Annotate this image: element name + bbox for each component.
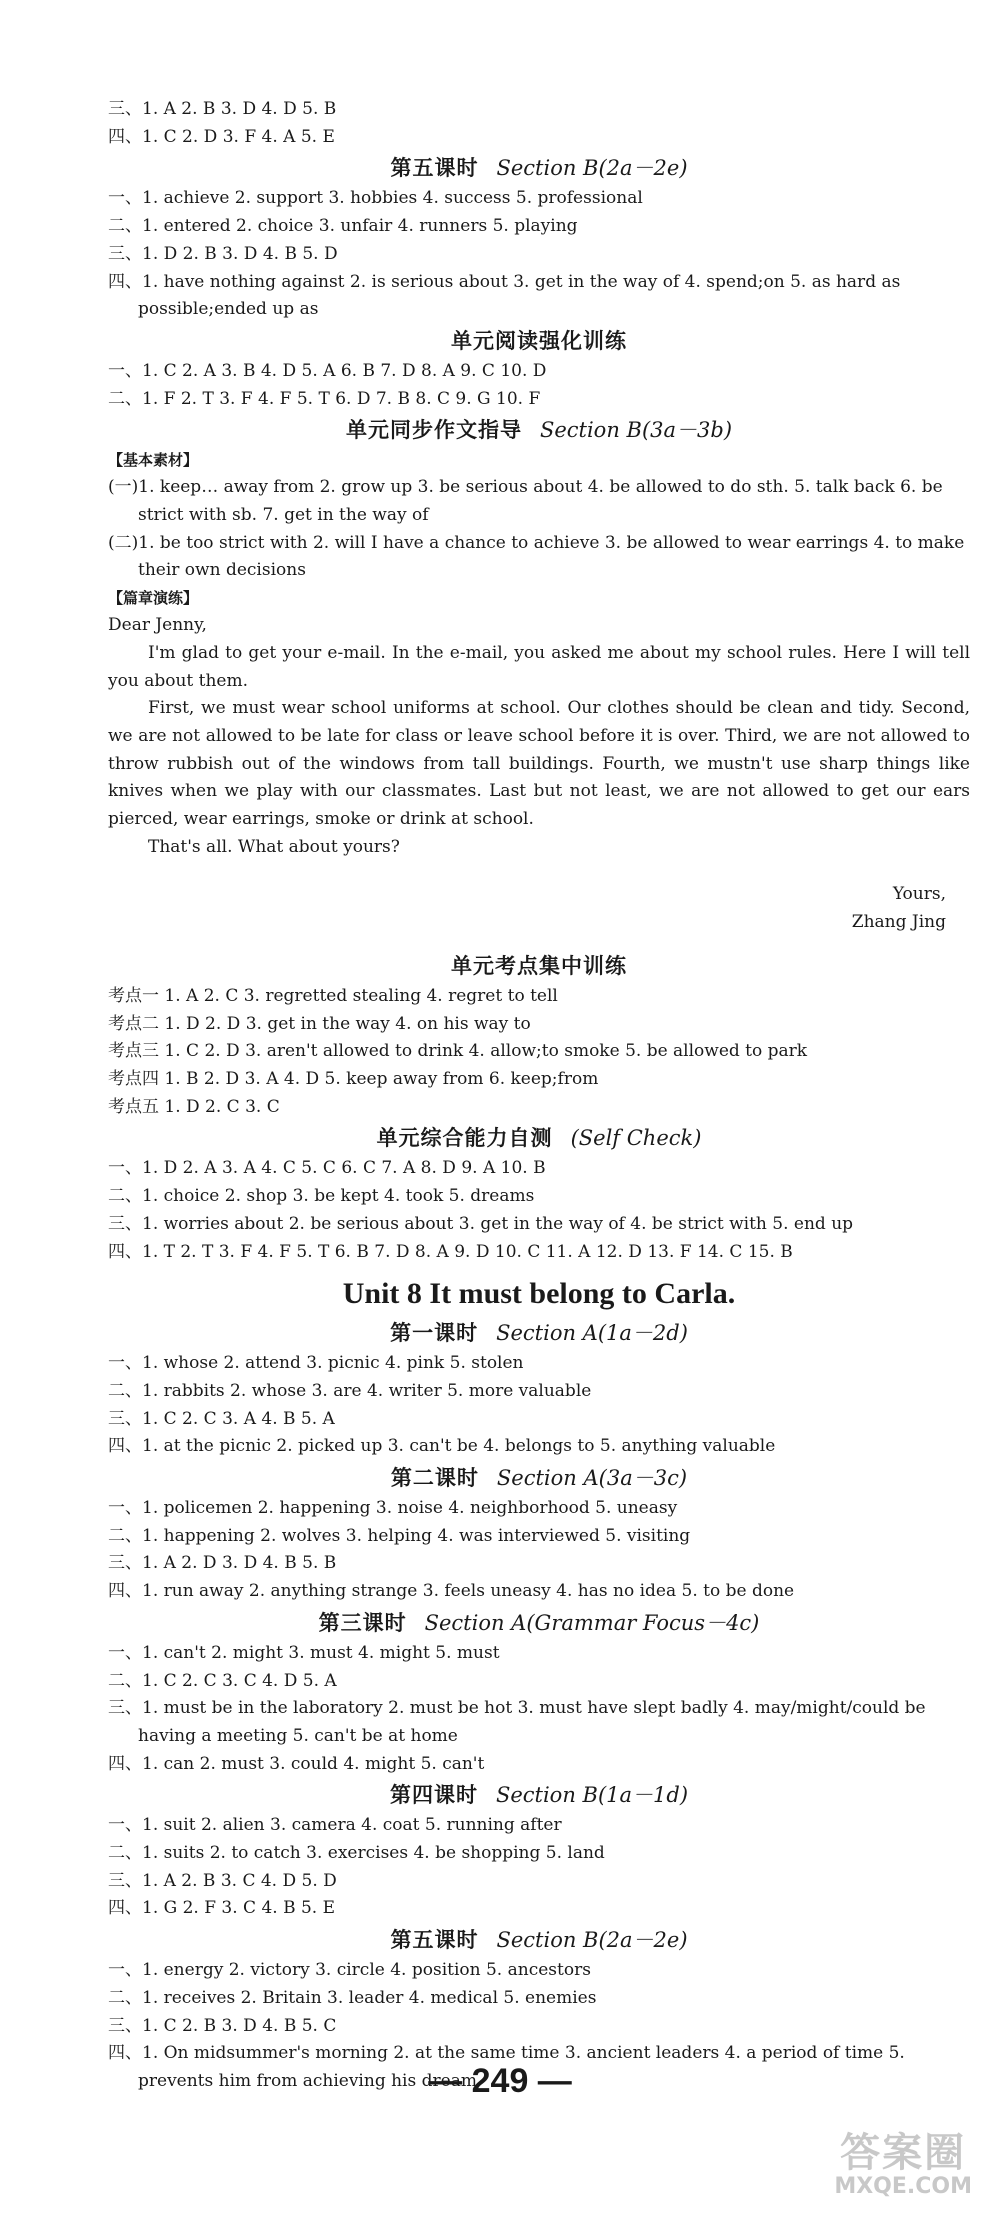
answer-line: 二、1. choice 2. shop 3. be kept 4. took 5. dreams <box>108 1186 535 1207</box>
lesson-title: 第一课时 <box>390 1320 479 1346</box>
essay-tag: 【篇章演练】 <box>108 589 199 608</box>
answer-line: 三、1. A 2. B 3. D 4. D 5. B <box>108 99 337 119</box>
answer-line: 二、1. rabbits 2. whose 3. are 4. writer 5. more valuable <box>108 1380 592 1401</box>
lesson-section: Section A(1a－2d) <box>496 1321 688 1346</box>
answer-line: 二、1. F 2. T 3. F 4. F 5. T 6. D 7. B 8. C 9. G 10. F <box>108 388 541 409</box>
lesson-section: Section B(1a－1d) <box>495 1783 689 1808</box>
answer-line: 考点一 1. A 2. C 3. regretted stealing 4. regret to tell <box>108 985 558 1006</box>
answer-line: 四、1. G 2. F 3. C 4. B 5. E <box>108 1898 336 1919</box>
u8-lesson-1-block <box>108 1316 970 1461</box>
basic-material-tag: 【基本素材】 <box>108 451 199 470</box>
lesson-title: 第三课时 <box>318 1609 407 1635</box>
lesson-section: Section A(3a－3c) <box>496 1466 688 1491</box>
writing-section: Section B(3a－3b) <box>539 418 733 443</box>
u8-lesson-3-block <box>108 1606 970 1779</box>
answer-line: 二、1. C 2. C 3. C 4. D 5. A <box>108 1670 337 1691</box>
answer-line: 三、1. worries about 2. be serious about 3. get in the way of 4. be strict with 5. end up <box>108 1213 854 1234</box>
answer-line: 考点二 1. D 2. D 3. get in the way 4. on his way to <box>108 1013 531 1034</box>
answer-line: 四、1. C 2. D 3. F 4. A 5. E <box>108 126 335 147</box>
letter-paragraph: First, we must wear school uniforms at school. Our clothes should be clean and tidy. Second, we are not allowed to be late for class or leave school before it is over. Third, we are not allowed to throw rubbish out of the windows from tall buildings. Fourth, we mustn't use sharp things like knives when we play with our classmates. Last but not least, we are not allowed to get our ears pierced, wear earrings, smoke or drink at school. <box>108 698 970 830</box>
answer-line: 四、1. at the picnic 2. picked up 3. can't be 4. belongs to 5. anything valuable <box>108 1436 776 1457</box>
lesson-heading <box>108 1316 970 1350</box>
watermark-text: 答案圈 <box>840 2130 967 2176</box>
answer-line: 二、1. happening 2. wolves 3. helping 4. was interviewed 5. visiting <box>108 1525 691 1546</box>
answer-line: 二、1. entered 2. choice 3. unfair 4. runners 5. playing <box>108 216 578 237</box>
answer-line: 一、1. whose 2. attend 3. picnic 4. pink 5. stolen <box>108 1353 524 1374</box>
letter-signature: Zhang Jing <box>851 912 946 933</box>
points-heading: 单元考点集中训练 <box>451 952 627 978</box>
answer-line: 三、1. C 2. B 3. D 4. B 5. C <box>108 2015 337 2036</box>
answer-line: 一、1. energy 2. victory 3. circle 4. position 5. ancestors <box>108 1960 591 1981</box>
answer-line: 一、1. achieve 2. support 3. hobbies 4. success 5. professional <box>108 188 643 209</box>
page-number: — 249 — <box>428 2062 572 2100</box>
lesson-heading <box>108 1923 970 1957</box>
lesson-5-block <box>108 151 970 324</box>
letter-greeting: Dear Jenny, <box>108 615 207 636</box>
answer-line: 考点五 1. D 2. C 3. C <box>108 1096 280 1117</box>
lesson-heading <box>108 151 970 185</box>
watermark-logo <box>834 2131 972 2199</box>
answer-line: 四、1. T 2. T 3. F 4. F 5. T 6. B 7. D 8. A 9. D 10. C 11. A 12. D 13. F 14. C 15. B <box>108 1241 793 1262</box>
lesson-section: Section B(2a－2e) <box>496 1928 688 1953</box>
points-block <box>108 949 970 1122</box>
letter-paragraph: I'm glad to get your e-mail. In the e-mail, you asked me about my school rules. Here I will tell you about them. <box>108 642 970 691</box>
answer-line: 四、1. On midsummer's morning 2. at the same time 3. ancient leaders 4. a period of time 5. prevents him from achieving his dream <box>108 2043 905 2091</box>
lesson-title: 第二课时 <box>390 1465 479 1491</box>
lesson-heading <box>108 1778 970 1812</box>
selfcheck-title: 单元综合能力自测 <box>376 1125 553 1151</box>
watermark-url: MXQE.COM <box>834 2174 972 2199</box>
answer-block-prev <box>108 96 970 151</box>
answer-line: (一)1. keep… away from 2. grow up 3. be serious about 4. be allowed to do sth. 5. talk back 6. be strict with sb. 7. get in the way of <box>108 477 943 526</box>
u8-lesson-4-block <box>108 1778 970 1923</box>
answer-line: 三、1. A 2. B 3. C 4. D 5. D <box>108 1870 337 1891</box>
answer-line: 一、1. policemen 2. happening 3. noise 4. neighborhood 5. uneasy <box>108 1498 678 1519</box>
answer-line: 三、1. D 2. B 3. D 4. B 5. D <box>108 243 338 264</box>
answer-line: 一、1. can't 2. might 3. must 4. might 5. must <box>108 1642 500 1663</box>
answer-line: 三、1. A 2. D 3. D 4. B 5. B <box>108 1553 337 1574</box>
selfcheck-block <box>108 1121 970 1266</box>
answer-line: 三、1. must be in the laboratory 2. must be hot 3. must have slept badly 4. may/might/could be having a meeting 5. can't be at home <box>108 1698 926 1746</box>
answer-line: 四、1. run away 2. anything strange 3. feels uneasy 4. has no idea 5. to be done <box>108 1581 795 1602</box>
lesson-title: 第五课时 <box>390 155 479 181</box>
answer-line: 考点四 1. B 2. D 3. A 4. D 5. keep away from 6. keep;from <box>108 1068 599 1089</box>
answer-line: 四、1. can 2. must 3. could 4. might 5. can't <box>108 1753 485 1774</box>
letter-closing: Yours, <box>892 884 946 905</box>
lesson-section: Section A(Grammar Focus－4c) <box>424 1610 760 1635</box>
answer-line: 二、1. receives 2. Britain 3. leader 4. medical 5. enemies <box>108 1987 597 2008</box>
answer-line: 一、1. suit 2. alien 3. camera 4. coat 5. running after <box>108 1815 562 1836</box>
lesson-title: 第四课时 <box>389 1782 478 1808</box>
unit-title: Unit 8 It must belong to Carla. <box>342 1277 736 1311</box>
answer-line: 三、1. C 2. C 3. A 4. B 5. A <box>108 1408 335 1429</box>
lesson-title: 第五课时 <box>390 1927 479 1953</box>
answer-line: 考点三 1. C 2. D 3. aren't allowed to drink 4. allow;to smoke 5. be allowed to park <box>108 1041 808 1062</box>
writing-heading <box>108 413 970 447</box>
writing-title: 单元同步作文指导 <box>345 417 522 443</box>
writing-block <box>108 413 970 937</box>
answer-line: (二)1. be too strict with 2. will I have a chance to achieve 3. be allowed to wear earrings 4. to make their own decisions <box>108 532 965 581</box>
answer-line: 二、1. suits 2. to catch 3. exercises 4. be shopping 5. land <box>108 1843 605 1864</box>
reading-block <box>108 324 970 413</box>
reading-heading: 单元阅读强化训练 <box>451 327 627 353</box>
answer-line: 一、1. D 2. A 3. A 4. C 5. C 6. C 7. A 8. D 9. A 10. B <box>108 1158 546 1179</box>
lesson-heading <box>108 1606 970 1640</box>
selfcheck-heading <box>108 1121 970 1155</box>
u8-lesson-2-block <box>108 1461 970 1606</box>
answer-line: 一、1. C 2. A 3. B 4. D 5. A 6. B 7. D 8. A 9. C 10. D <box>108 360 547 381</box>
selfcheck-section: (Self Check) <box>570 1126 702 1151</box>
letter-paragraph: That's all. What about yours? <box>148 836 400 857</box>
lesson-heading <box>108 1461 970 1495</box>
lesson-section: Section B(2a－2e) <box>496 156 688 181</box>
answer-page <box>108 96 970 2096</box>
answer-line: 四、1. have nothing against 2. is serious about 3. get in the way of 4. spend;on 5. as hard as possible;ended up as <box>108 271 901 320</box>
